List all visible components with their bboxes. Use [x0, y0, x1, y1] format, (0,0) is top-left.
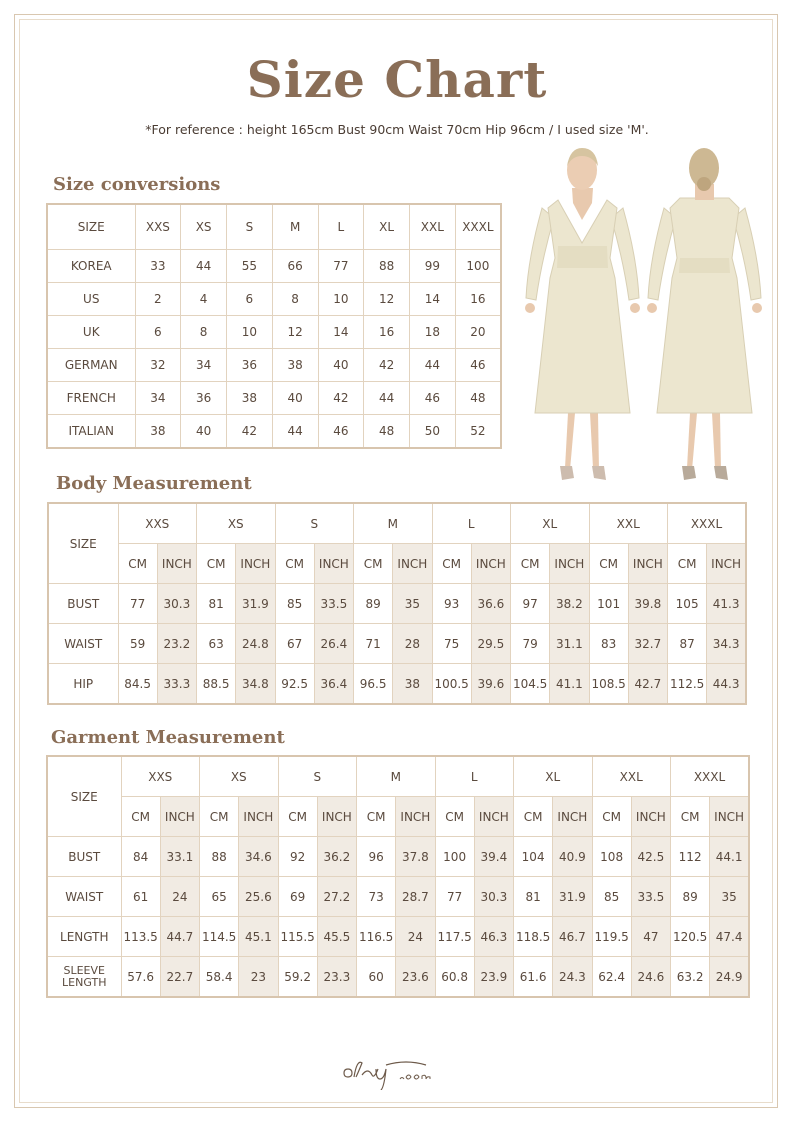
table-cell: 69 — [278, 877, 317, 917]
table-cell: 45.5 — [317, 917, 356, 957]
table-cell: 33 — [135, 250, 181, 283]
header-cell: XS — [181, 204, 227, 250]
table-row — [47, 957, 749, 998]
table-cell: 47.4 — [710, 917, 749, 957]
table-cell: 38 — [272, 349, 318, 382]
table-row — [47, 250, 501, 283]
size-header-cell: L — [432, 503, 511, 544]
unit-cm-cell: CM — [511, 544, 550, 584]
table-cell: 42 — [227, 415, 273, 449]
table-cell: 92.5 — [275, 664, 314, 705]
table-cell: 14 — [410, 283, 456, 316]
table-cell: 71 — [354, 624, 393, 664]
table-cell: 35 — [710, 877, 749, 917]
table-row — [47, 415, 501, 449]
table-cell: 87 — [668, 624, 707, 664]
table-cell: 44 — [181, 250, 227, 283]
table-cell: 112 — [671, 837, 710, 877]
size-conversions-table — [46, 203, 502, 449]
table-cell: 34.3 — [707, 624, 746, 664]
table-cell: 63 — [197, 624, 236, 664]
table-cell: 36 — [227, 349, 273, 382]
table-cell: 81 — [197, 584, 236, 624]
table-cell: 2 — [135, 283, 181, 316]
unit-cm-cell: CM — [354, 544, 393, 584]
table-cell: 84.5 — [118, 664, 157, 705]
table-cell: 24 — [160, 877, 199, 917]
table-cell: 97 — [511, 584, 550, 624]
header-cell: XXXL — [455, 204, 501, 250]
table-cell: 14 — [318, 316, 364, 349]
brand-logo — [340, 1055, 455, 1090]
size-header-cell: L — [435, 756, 514, 797]
row-label: SLEEVE LENGTH — [47, 957, 121, 998]
garment-measurement-table — [46, 755, 750, 998]
table-cell: 42 — [318, 382, 364, 415]
unit-cm-cell: CM — [357, 797, 396, 837]
table-cell: 16 — [364, 316, 410, 349]
table-cell: 33.5 — [631, 877, 670, 917]
table-cell: 36.4 — [314, 664, 353, 705]
unit-cm-cell: CM — [197, 544, 236, 584]
table-cell: 33.1 — [160, 837, 199, 877]
table-cell: 32.7 — [628, 624, 667, 664]
size-header-row — [47, 756, 749, 797]
table-cell: 42.5 — [631, 837, 670, 877]
table-cell: 40.9 — [553, 837, 592, 877]
size-header-cell: XS — [197, 503, 276, 544]
table-cell: 8 — [272, 283, 318, 316]
table-row — [47, 837, 749, 877]
table-row — [47, 877, 749, 917]
table-cell: 30.3 — [157, 584, 196, 624]
table-cell: 100 — [455, 250, 501, 283]
table-cell: 47 — [631, 917, 670, 957]
row-label: ITALIAN — [47, 415, 135, 449]
table-cell: 100 — [435, 837, 474, 877]
table-cell: 33.5 — [314, 584, 353, 624]
size-header-cell: M — [357, 756, 436, 797]
table-cell: 38 — [227, 382, 273, 415]
table-cell: 99 — [410, 250, 456, 283]
model-back-image — [642, 148, 767, 488]
table-cell: 100.5 — [432, 664, 471, 705]
size-header-cell: S — [275, 503, 354, 544]
body-measurement-table — [47, 502, 747, 705]
table-cell: 33.3 — [157, 664, 196, 705]
table-cell: 89 — [354, 584, 393, 624]
table-cell: 10 — [318, 283, 364, 316]
table-cell: 40 — [272, 382, 318, 415]
size-header-cell: XS — [200, 756, 279, 797]
table-cell: 16 — [455, 283, 501, 316]
table-cell: 48 — [455, 382, 501, 415]
table-cell: 24.8 — [236, 624, 275, 664]
table-cell: 88.5 — [197, 664, 236, 705]
table-row — [47, 349, 501, 382]
table-cell: 46 — [455, 349, 501, 382]
table-cell: 59.2 — [278, 957, 317, 998]
table-cell: 44 — [410, 349, 456, 382]
table-cell: 46.7 — [553, 917, 592, 957]
table-cell: 116.5 — [357, 917, 396, 957]
row-label: UK — [47, 316, 135, 349]
table-cell: 20 — [455, 316, 501, 349]
table-cell: 65 — [200, 877, 239, 917]
table-row — [48, 664, 746, 705]
unit-header-row — [48, 544, 746, 584]
size-label-cell: SIZE — [47, 756, 121, 837]
header-cell: L — [318, 204, 364, 250]
model-front-image — [520, 148, 645, 488]
size-header-cell: XXS — [121, 756, 200, 797]
table-cell: 23.6 — [396, 957, 435, 998]
size-header-cell: XL — [514, 756, 593, 797]
table-cell: 40 — [318, 349, 364, 382]
table-cell: 10 — [227, 316, 273, 349]
row-label: FRENCH — [47, 382, 135, 415]
unit-inch-cell: INCH — [631, 797, 670, 837]
unit-inch-cell: INCH — [474, 797, 513, 837]
table-cell: 60 — [357, 957, 396, 998]
table-cell: 38 — [393, 664, 432, 705]
unit-inch-cell: INCH — [160, 797, 199, 837]
size-header-cell: S — [278, 756, 357, 797]
table-cell: 120.5 — [671, 917, 710, 957]
table-cell: 88 — [364, 250, 410, 283]
table-cell: 42.7 — [628, 664, 667, 705]
table-cell: 18 — [410, 316, 456, 349]
size-header-cell: XXL — [589, 503, 668, 544]
table-cell: 34 — [181, 349, 227, 382]
table-cell: 38.2 — [550, 584, 589, 624]
unit-cm-cell: CM — [592, 797, 631, 837]
row-label: HIP — [48, 664, 118, 705]
row-label: LENGTH — [47, 917, 121, 957]
table-cell: 12 — [364, 283, 410, 316]
table-cell: 77 — [118, 584, 157, 624]
unit-inch-cell: INCH — [550, 544, 589, 584]
unit-header-row — [47, 797, 749, 837]
table-cell: 24.3 — [553, 957, 592, 998]
table-row — [47, 283, 501, 316]
table-cell: 115.5 — [278, 917, 317, 957]
table-cell: 101 — [589, 584, 628, 624]
table-cell: 24.9 — [710, 957, 749, 998]
unit-inch-cell: INCH — [239, 797, 278, 837]
table-cell: 81 — [514, 877, 553, 917]
table-cell: 63.2 — [671, 957, 710, 998]
size-header-cell: XXS — [118, 503, 197, 544]
table-cell: 46 — [318, 415, 364, 449]
unit-inch-cell: INCH — [553, 797, 592, 837]
table-cell: 57.6 — [121, 957, 160, 998]
table-cell: 41.3 — [707, 584, 746, 624]
table-cell: 46.3 — [474, 917, 513, 957]
table-row — [48, 624, 746, 664]
unit-inch-cell: INCH — [314, 544, 353, 584]
unit-cm-cell: CM — [121, 797, 160, 837]
table-cell: 104 — [514, 837, 553, 877]
row-label: WAIST — [47, 877, 121, 917]
table-cell: 23 — [239, 957, 278, 998]
table-cell: 48 — [364, 415, 410, 449]
table-cell: 34.6 — [239, 837, 278, 877]
table-row — [48, 584, 746, 624]
garment-measurement-heading: Garment Measurement — [51, 727, 285, 748]
table-cell: 52 — [455, 415, 501, 449]
table-cell: 112.5 — [668, 664, 707, 705]
table-cell: 36.2 — [317, 837, 356, 877]
table-cell: 75 — [432, 624, 471, 664]
unit-cm-cell: CM — [275, 544, 314, 584]
size-header-cell: XL — [511, 503, 590, 544]
row-label: KOREA — [47, 250, 135, 283]
table-cell: 59 — [118, 624, 157, 664]
table-cell: 108 — [592, 837, 631, 877]
table-cell: 31.1 — [550, 624, 589, 664]
table-cell: 25.6 — [239, 877, 278, 917]
table-cell: 83 — [589, 624, 628, 664]
table-row — [47, 382, 501, 415]
unit-inch-cell: INCH — [471, 544, 510, 584]
unit-cm-cell: CM — [514, 797, 553, 837]
header-cell: XXL — [410, 204, 456, 250]
table-cell: 6 — [227, 283, 273, 316]
table-cell: 32 — [135, 349, 181, 382]
table-cell: 62.4 — [592, 957, 631, 998]
table-cell: 31.9 — [553, 877, 592, 917]
header-cell: SIZE — [47, 204, 135, 250]
unit-inch-cell: INCH — [157, 544, 196, 584]
table-row — [47, 316, 501, 349]
table-cell: 23.3 — [317, 957, 356, 998]
row-label: WAIST — [48, 624, 118, 664]
unit-cm-cell: CM — [432, 544, 471, 584]
table-cell: 26.4 — [314, 624, 353, 664]
header-cell: S — [227, 204, 273, 250]
table-cell: 104.5 — [511, 664, 550, 705]
table-cell: 8 — [181, 316, 227, 349]
table-cell: 50 — [410, 415, 456, 449]
unit-inch-cell: INCH — [396, 797, 435, 837]
table-cell: 89 — [671, 877, 710, 917]
table-cell: 29.5 — [471, 624, 510, 664]
table-cell: 30.3 — [474, 877, 513, 917]
unit-cm-cell: CM — [200, 797, 239, 837]
table-cell: 105 — [668, 584, 707, 624]
table-cell: 22.7 — [160, 957, 199, 998]
table-cell: 28 — [393, 624, 432, 664]
table-cell: 27.2 — [317, 877, 356, 917]
unit-cm-cell: CM — [278, 797, 317, 837]
table-cell: 41.1 — [550, 664, 589, 705]
size-header-row — [48, 503, 746, 544]
table-cell: 88 — [200, 837, 239, 877]
table-cell: 85 — [275, 584, 314, 624]
table-cell: 113.5 — [121, 917, 160, 957]
table-cell: 77 — [435, 877, 474, 917]
table-cell: 40 — [181, 415, 227, 449]
unit-inch-cell: INCH — [317, 797, 356, 837]
table-cell: 84 — [121, 837, 160, 877]
table-cell: 44 — [364, 382, 410, 415]
header-cell: XXS — [135, 204, 181, 250]
table-cell: 36.6 — [471, 584, 510, 624]
unit-cm-cell: CM — [118, 544, 157, 584]
table-cell: 39.4 — [474, 837, 513, 877]
table-cell: 61 — [121, 877, 160, 917]
table-cell: 39.8 — [628, 584, 667, 624]
row-label: US — [47, 283, 135, 316]
table-row — [47, 917, 749, 957]
table-cell: 44 — [272, 415, 318, 449]
table-cell: 23.9 — [474, 957, 513, 998]
reference-note: *For reference : height 165cm Bust 90cm Waist 70cm Hip 96cm / I used size 'M'. — [145, 122, 649, 137]
table-cell: 85 — [592, 877, 631, 917]
table-cell: 34 — [135, 382, 181, 415]
table-cell: 12 — [272, 316, 318, 349]
table-cell: 37.8 — [396, 837, 435, 877]
table-cell: 73 — [357, 877, 396, 917]
table-cell: 79 — [511, 624, 550, 664]
size-header-cell: XXL — [592, 756, 671, 797]
table-cell: 44.1 — [710, 837, 749, 877]
header-cell: M — [272, 204, 318, 250]
table-cell: 118.5 — [514, 917, 553, 957]
size-header-cell: M — [354, 503, 433, 544]
table-cell: 96 — [357, 837, 396, 877]
table-cell: 31.9 — [236, 584, 275, 624]
table-cell: 24 — [396, 917, 435, 957]
unit-cm-cell: CM — [668, 544, 707, 584]
table-cell: 114.5 — [200, 917, 239, 957]
unit-cm-cell: CM — [671, 797, 710, 837]
table-cell: 44.3 — [707, 664, 746, 705]
table-cell: 117.5 — [435, 917, 474, 957]
size-header-cell: XXXL — [671, 756, 750, 797]
table-cell: 39.6 — [471, 664, 510, 705]
unit-inch-cell: INCH — [236, 544, 275, 584]
table-cell: 34.8 — [236, 664, 275, 705]
table-cell: 119.5 — [592, 917, 631, 957]
table-cell: 60.8 — [435, 957, 474, 998]
table-cell: 77 — [318, 250, 364, 283]
table-cell: 4 — [181, 283, 227, 316]
table-cell: 35 — [393, 584, 432, 624]
table-cell: 6 — [135, 316, 181, 349]
table-cell: 61.6 — [514, 957, 553, 998]
unit-cm-cell: CM — [435, 797, 474, 837]
table-cell: 55 — [227, 250, 273, 283]
body-measurement-heading: Body Measurement — [56, 473, 252, 494]
table-cell: 36 — [181, 382, 227, 415]
unit-inch-cell: INCH — [710, 797, 749, 837]
unit-cm-cell: CM — [589, 544, 628, 584]
table-cell: 66 — [272, 250, 318, 283]
table-cell: 44.7 — [160, 917, 199, 957]
row-label: BUST — [47, 837, 121, 877]
table-cell: 92 — [278, 837, 317, 877]
table-cell: 24.6 — [631, 957, 670, 998]
table-cell: 46 — [410, 382, 456, 415]
table-cell: 45.1 — [239, 917, 278, 957]
table-cell: 38 — [135, 415, 181, 449]
page-title: Size Chart — [246, 50, 548, 109]
table-cell: 42 — [364, 349, 410, 382]
size-label-cell: SIZE — [48, 503, 118, 584]
row-label: GERMAN — [47, 349, 135, 382]
table-cell: 93 — [432, 584, 471, 624]
size-conversions-heading: Size conversions — [53, 174, 221, 195]
table-cell: 108.5 — [589, 664, 628, 705]
unit-inch-cell: INCH — [628, 544, 667, 584]
table-cell: 23.2 — [157, 624, 196, 664]
unit-inch-cell: INCH — [707, 544, 746, 584]
header-cell: XL — [364, 204, 410, 250]
row-label: BUST — [48, 584, 118, 624]
size-header-cell: XXXL — [668, 503, 747, 544]
table-cell: 58.4 — [200, 957, 239, 998]
table-header-row — [47, 204, 501, 250]
unit-inch-cell: INCH — [393, 544, 432, 584]
table-cell: 28.7 — [396, 877, 435, 917]
table-cell: 96.5 — [354, 664, 393, 705]
table-cell: 67 — [275, 624, 314, 664]
